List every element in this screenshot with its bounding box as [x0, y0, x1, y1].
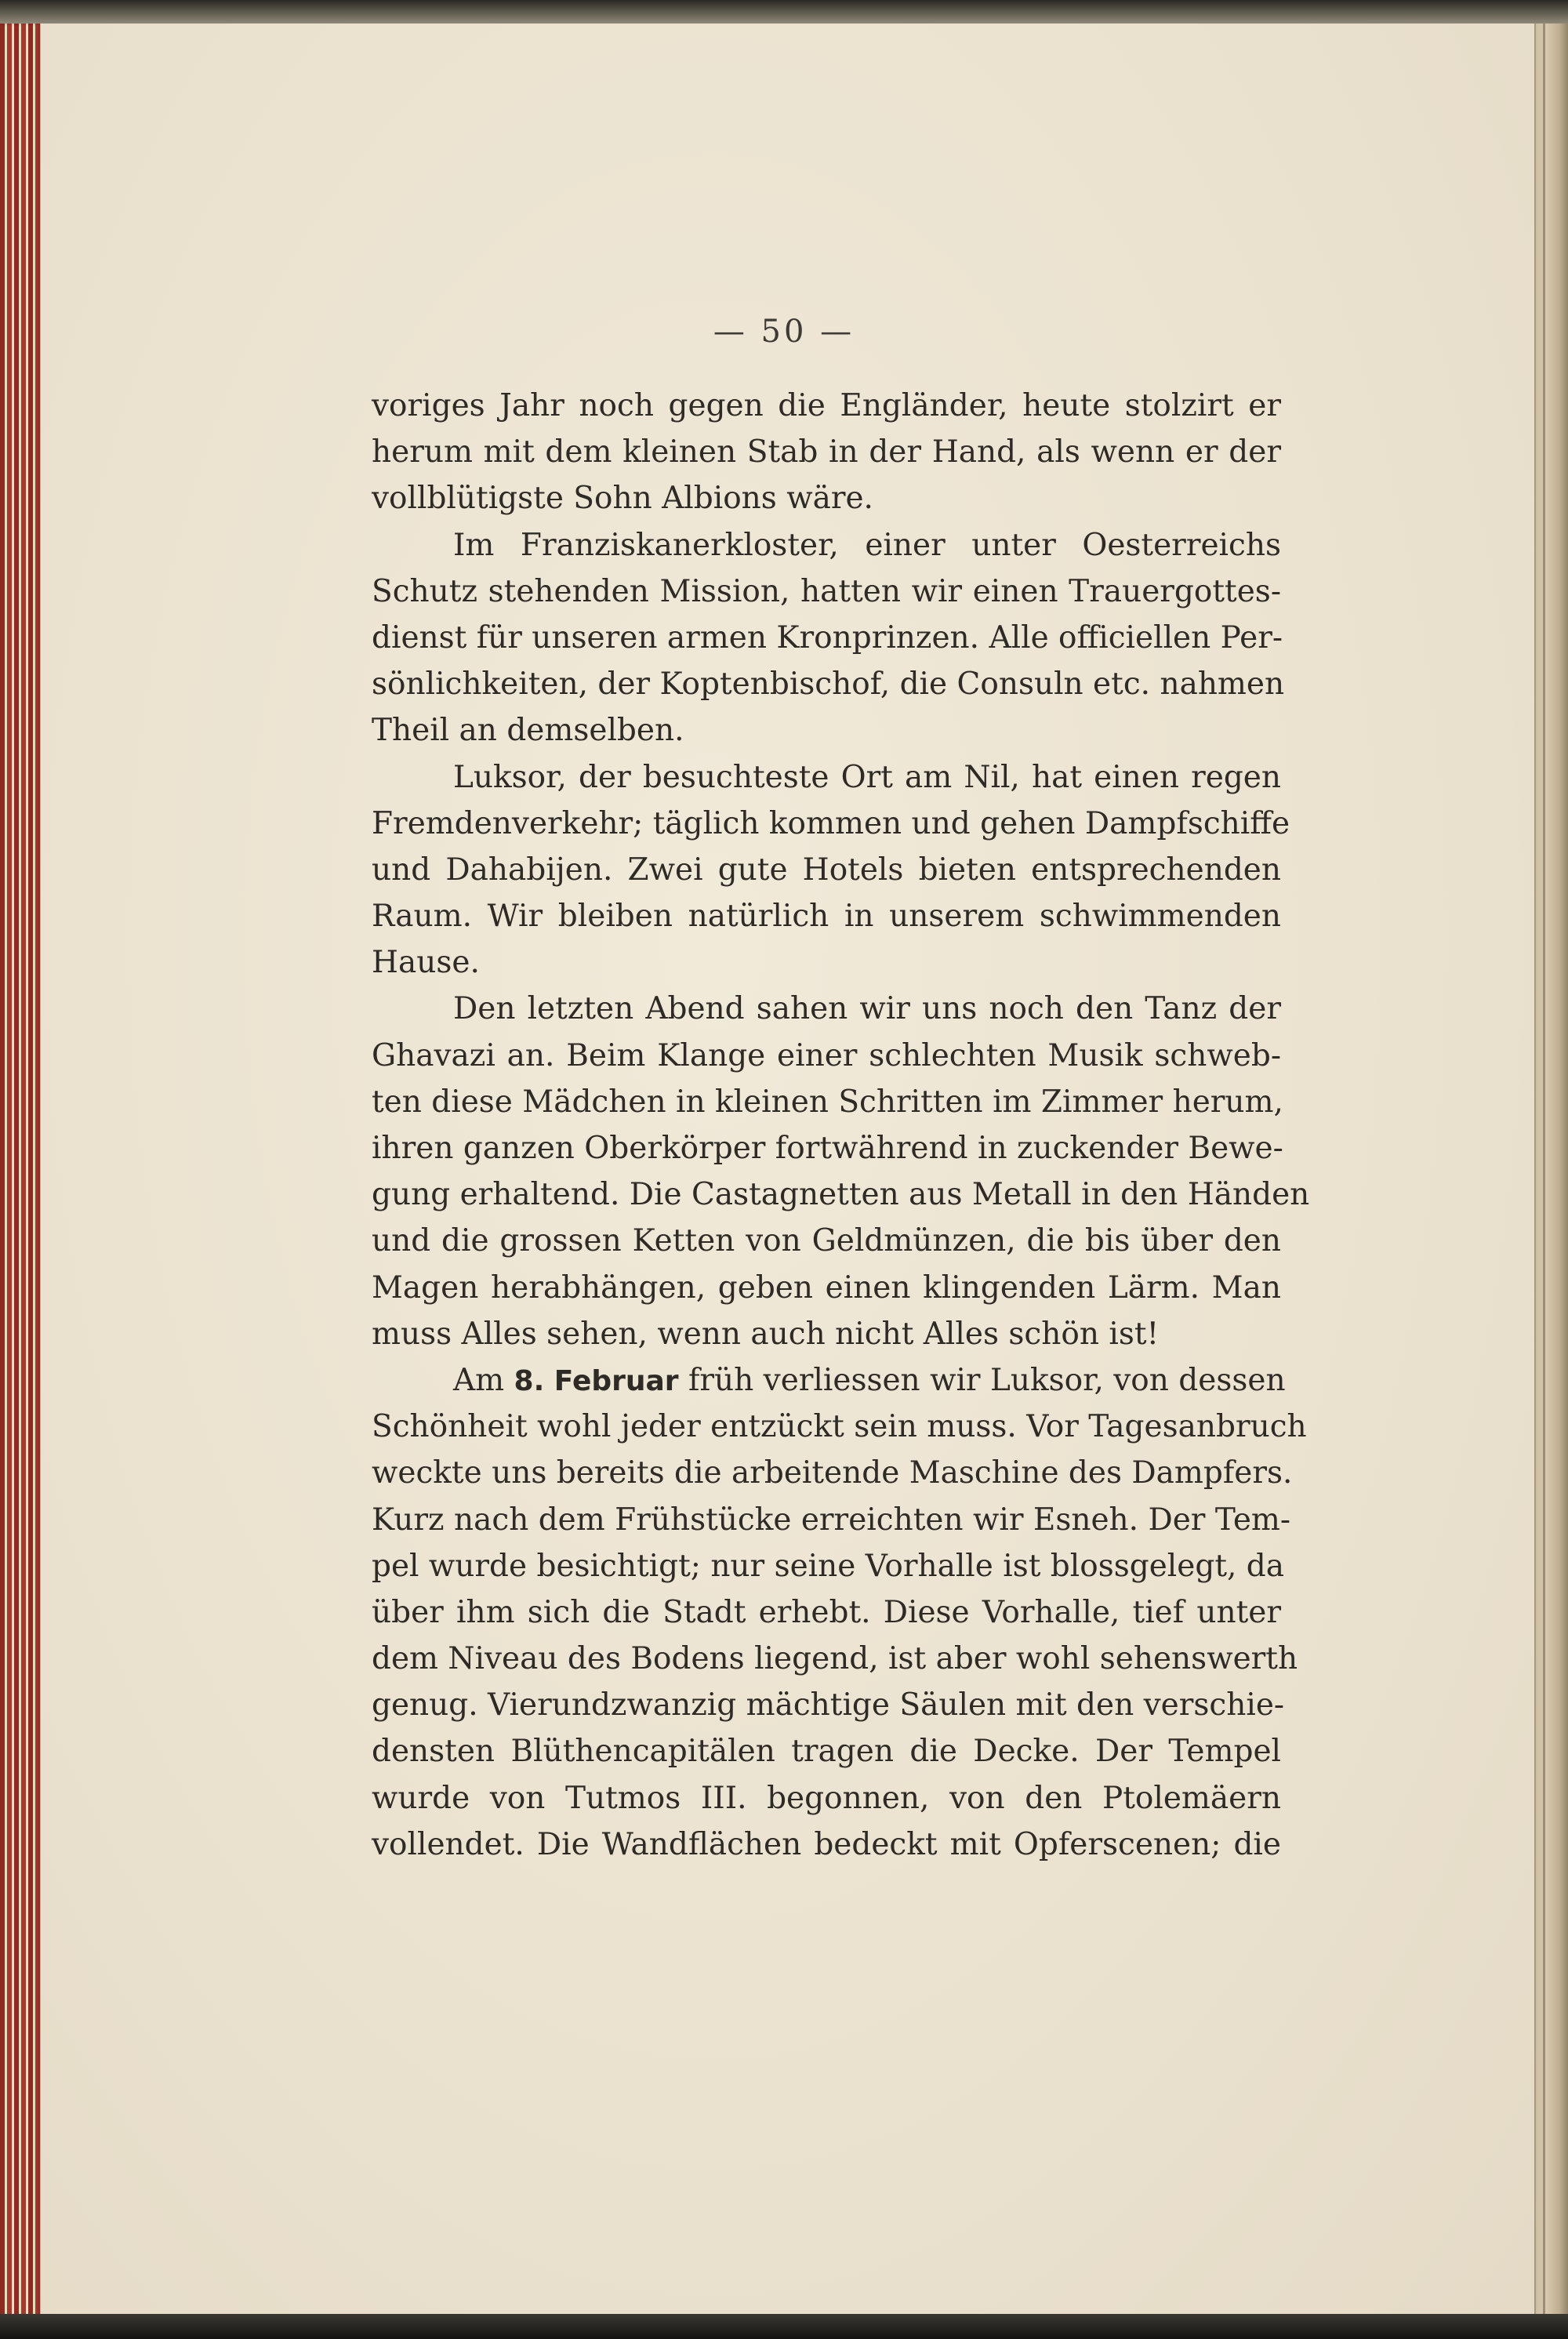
- text-line: und Dahabijen. Zwei gute Hotels bieten entsprechenden: [372, 852, 1281, 888]
- text-line: dem Niveau des Bodens liegend, ist aber wohl sehenswerth: [372, 1641, 1298, 1677]
- page-number: — 50 —: [713, 314, 855, 350]
- body-text: [372, 383, 1310, 1868]
- text-line: dienst für unseren armen Kronprinzen. Alle officiellen Per-: [372, 619, 1283, 656]
- text-line: Den letzten Abend sahen wir uns noch den Tanz der: [453, 991, 1281, 1027]
- text-line: pel wurde besichtigt; nur seine Vorhalle ist blossgelegt, da: [372, 1548, 1285, 1584]
- text-line: genug. Vierundzwanzig mächtige Säulen mit den verschie-: [372, 1687, 1285, 1723]
- text-line: vollblütigste Sohn Albions wäre.: [372, 481, 873, 517]
- text-line: Magen herabhängen, geben einen klingenden Lärm. Man: [372, 1269, 1281, 1306]
- line-start: Am: [453, 1362, 514, 1398]
- book-bottom-edge: [0, 2314, 1568, 2339]
- text-line: sönlichkeiten, der Koptenbischof, die Consuln etc. nahmen: [372, 666, 1285, 703]
- text-line: gung erhaltend. Die Castagnetten aus Metall in den Händen: [372, 1177, 1310, 1213]
- text-line: Raum. Wir bleiben natürlich in unserem schwimmenden: [372, 899, 1281, 935]
- book-cover-board: [1534, 24, 1568, 2317]
- text-line: Im Franziskanerkloster, einer unter Oesterreichs: [453, 527, 1281, 563]
- text-line: ten diese Mädchen in kleinen Schritten im Zimmer herum,: [372, 1084, 1283, 1120]
- book-page-edges: [0, 24, 41, 2317]
- text-line: vollendet. Die Wandflächen bedeckt mit Opferscenen; die: [372, 1826, 1281, 1862]
- text-line: voriges Jahr noch gegen die Engländer, heute stolzirt er: [372, 388, 1281, 423]
- text-line: Kurz nach dem Frühstücke erreichten wir Esneh. Der Tem-: [372, 1502, 1291, 1538]
- line-rest: früh verliessen wir Luksor, von dessen: [678, 1362, 1286, 1398]
- book-top-edge: [0, 0, 1568, 27]
- text-line: und die grossen Ketten von Geldmünzen, die bis über den: [372, 1223, 1281, 1259]
- text-line: Luksor, der besuchteste Ort am Nil, hat einen regen: [453, 759, 1281, 795]
- text-line: Ghavazi an. Beim Klange einer schlechten Musik schweb-: [372, 1037, 1281, 1073]
- cover-board-rule: [1543, 24, 1545, 2317]
- text-line: Fremdenverkehr; täglich kommen und gehen Dampfschiffe: [372, 805, 1290, 841]
- text-line: Hause.: [372, 945, 480, 981]
- date-bold: 8. Februar: [514, 1364, 679, 1397]
- text-line: densten Blüthencapitälen tragen die Decke. Der Tempel: [372, 1734, 1281, 1770]
- text-line: weckte uns bereits die arbeitende Maschine des Dampfers.: [372, 1455, 1293, 1491]
- text-line: Schutz stehenden Mission, hatten wir einen Trauergottes-: [372, 573, 1281, 609]
- text-line: muss Alles sehen, wenn auch nicht Alles schön ist!: [372, 1316, 1160, 1352]
- text-line: Theil an demselben.: [372, 713, 684, 749]
- text-line: ihren ganzen Oberkörper fortwährend in zuckender Bewe-: [372, 1131, 1283, 1166]
- text-line: wurde von Tutmos III. begonnen, von den Ptolemäern: [372, 1780, 1281, 1816]
- text-line: herum mit dem kleinen Stab in der Hand, als wenn er der: [372, 434, 1281, 470]
- text-line: Schönheit wohl jeder entzückt sein muss. Vor Tagesanbruch: [372, 1409, 1307, 1445]
- text-line: über ihm sich die Stadt erhebt. Diese Vorhalle, tief unter: [372, 1594, 1281, 1630]
- text-line-with-date: [372, 1357, 1286, 1404]
